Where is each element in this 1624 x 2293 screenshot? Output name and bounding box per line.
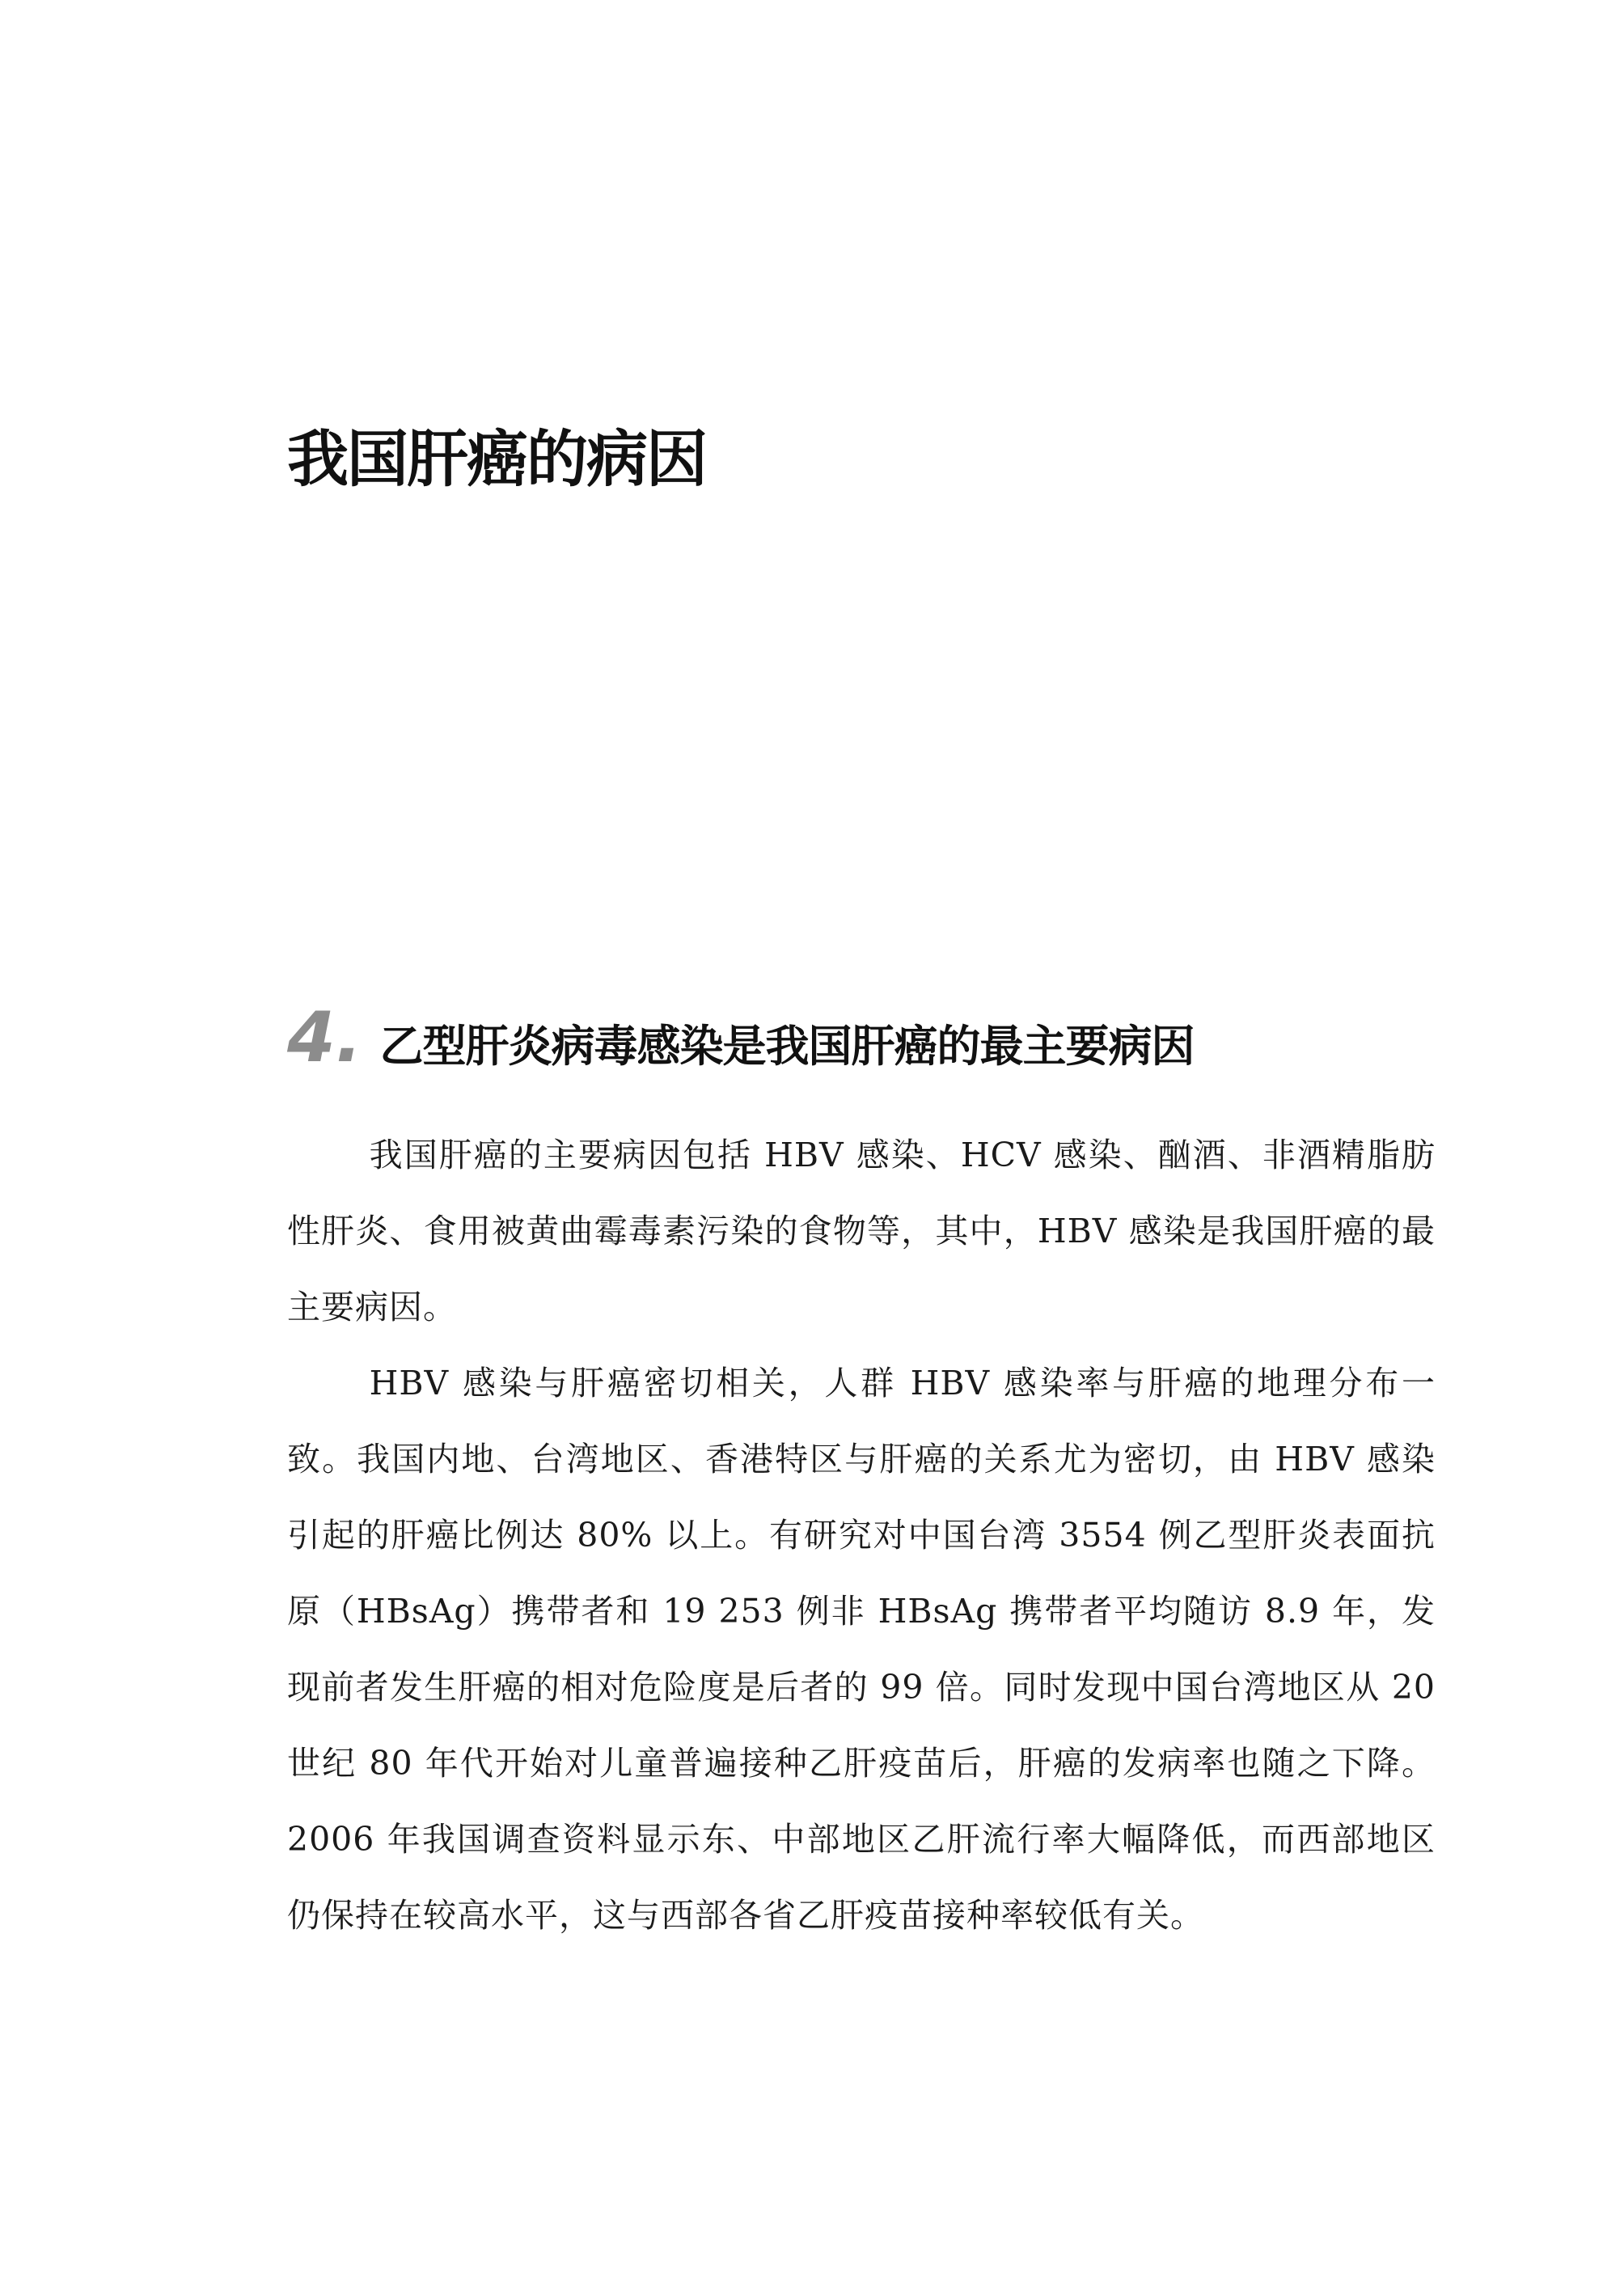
paragraph: 我国肝癌的主要病因包括 HBV 感染、HCV 感染、酗酒、非酒精脂肪性肝炎、食用被黄曲霉毒素污染的食物等，其中，HBV 感染是我国肝癌的最主要病因。	[287, 1136, 1436, 1326]
body-text	[287, 1117, 1436, 1953]
section-heading	[287, 997, 1195, 1078]
chapter-title: 我国肝癌的病因	[287, 423, 706, 495]
section-title: 乙型肝炎病毒感染是我国肝癌的最主要病因	[379, 1021, 1195, 1072]
section-number: 4.	[287, 997, 362, 1078]
paragraph: HBV 感染与肝癌密切相关，人群 HBV 感染率与肝癌的地理分布一致。我国内地、台湾地区、香港特区与肝癌的关系尤为密切，由 HBV 感染引起的肝癌比例达 80% 以上。有研究对中国台湾 3554 例乙型肝炎表面抗原（HBsAg）携带者和 19 253 例非 HBsAg 携带者平均随访 8.9 年，发现前者发生肝癌的相对危险度是后者的 99 倍。同时发现中国台湾地区从 20 世纪 80 年代开始对儿童普遍接种乙肝疫苗后，肝癌的发病率也随之下降。2006 年我国调查资料显示东、中部地区乙肝流行率大幅降低，而西部地区仍保持在较高水平，这与西部各省乙肝疫苗接种率较低有关。	[287, 1364, 1436, 1935]
